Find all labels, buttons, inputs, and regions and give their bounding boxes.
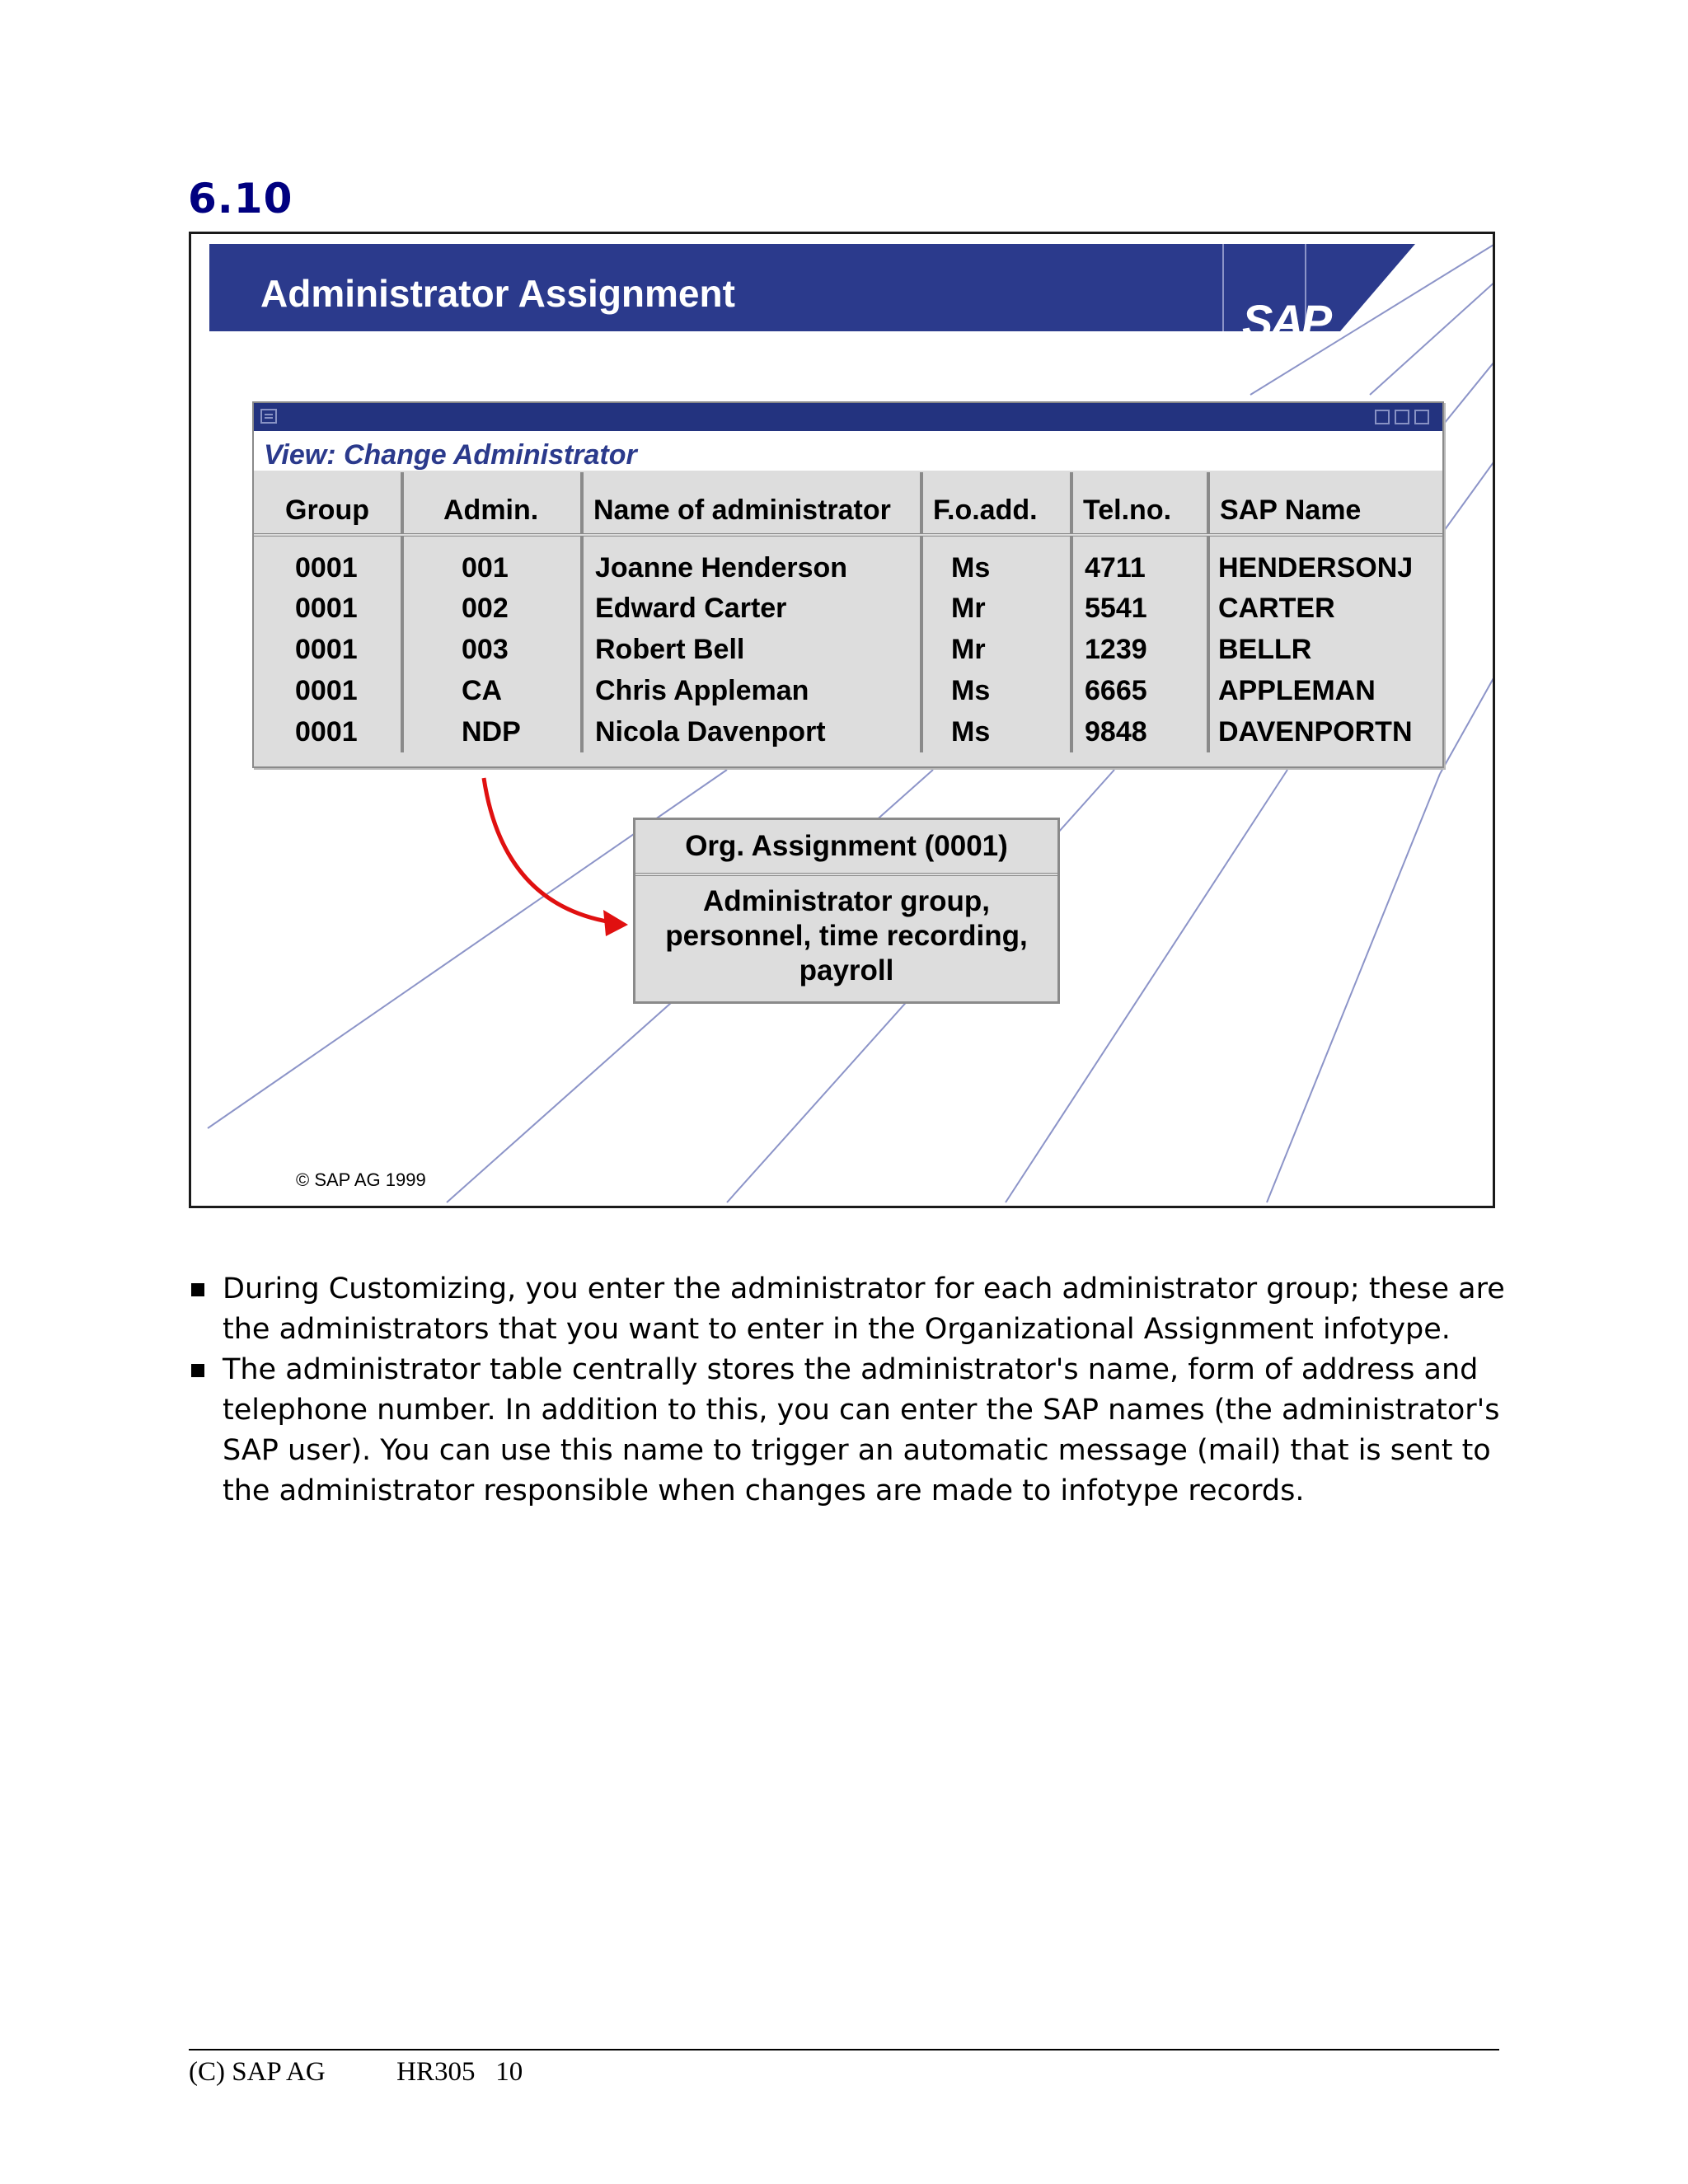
cell-sap-name: BELLR [1218,633,1312,665]
cell-sap-name: APPLEMAN [1218,674,1376,706]
cell-admin: 002 [402,588,582,629]
footer-right: HR305 10 [396,2057,523,2087]
org-body-line: payroll [799,954,894,987]
cell-form-of-address: Ms [921,711,1071,752]
column-header-tel-no[interactable]: Tel.no. [1071,472,1208,535]
cell-tel-no: 1239 [1071,629,1208,670]
column-header-admin[interactable]: Admin. [402,472,582,535]
cell-name: Nicola Davenport [582,711,921,752]
slide-frame [189,232,1495,1208]
bullet-text: During Customizing, you enter the administrator for each administrator group; these are the administrators that you want to enter in the Organizational Assignment infotype. [223,1272,1505,1346]
bullet-square-icon [191,1364,204,1377]
cell-group: 0001 [254,670,402,711]
cell-name: Robert Bell [582,629,921,670]
cell-admin: 003 [402,629,582,670]
assignment-arrow [191,234,1495,1208]
bullet-item [188,1269,1507,1350]
cell-tel-no: 5541 [1071,588,1208,629]
slide-copyright: © SAP AG 1999 [296,1169,426,1190]
cell-group: 0001 [254,711,402,752]
cell-form-of-address: Mr [921,588,1071,629]
bullet-item [188,1350,1507,1511]
cell-name: Chris Appleman [582,670,921,711]
cell-tel-no: 4711 [1071,535,1208,588]
view-title: View: Change Administrator [264,439,637,471]
cell-tel-no: 6665 [1071,670,1208,711]
org-assignment-body [635,876,1057,988]
cell-sap-name: HENDERSONJ [1218,551,1414,583]
cell-sap-name: DAVENPORTN [1218,715,1413,748]
bullet-square-icon [191,1283,204,1296]
cell-group: 0001 [254,535,402,588]
column-header-form-of-address[interactable]: F.o.add. [921,472,1071,535]
cell-form-of-address: Mr [921,629,1071,670]
cell-sap-name: CARTER [1218,592,1335,624]
footer-divider [189,2049,1499,2050]
slide-title: Administrator Assignment [260,272,735,315]
cell-tel-no: 9848 [1071,711,1208,752]
column-header-sap-name[interactable]: SAP Name [1208,472,1444,535]
cell-admin: NDP [402,711,582,752]
cell-form-of-address: Ms [921,535,1071,588]
cell-form-of-address: Ms [921,670,1071,711]
cell-name: Joanne Henderson [582,535,921,588]
org-body-line: Administrator group, [702,885,991,917]
bullet-list [188,1269,1507,1511]
cell-admin: CA [402,670,582,711]
column-header-name[interactable]: Name of administrator [582,472,921,535]
cell-group: 0001 [254,588,402,629]
cell-admin: 001 [402,535,582,588]
org-body-line: personnel, time recording, [665,920,1028,952]
footer-left: (C) SAP AG [189,2057,326,2087]
org-assignment-title: Org. Assignment (0001) [635,820,1057,876]
org-assignment-box [633,818,1060,1004]
cell-name: Edward Carter [582,588,921,629]
sap-logo: SAP [1242,295,1330,347]
bullet-text: The administrator table centrally stores the administrator's name, form of address and telephone number. In addition to this, you can enter the SAP names (the administrator's SAP user). You can use this name to trigger an automatic message (mail) that is sent to the administrator responsible when changes are made to infotype records. [223,1353,1500,1507]
cell-group: 0001 [254,629,402,670]
footer [189,2057,523,2088]
section-number: 6.10 [188,175,293,223]
column-header-group[interactable]: Group [254,472,402,535]
